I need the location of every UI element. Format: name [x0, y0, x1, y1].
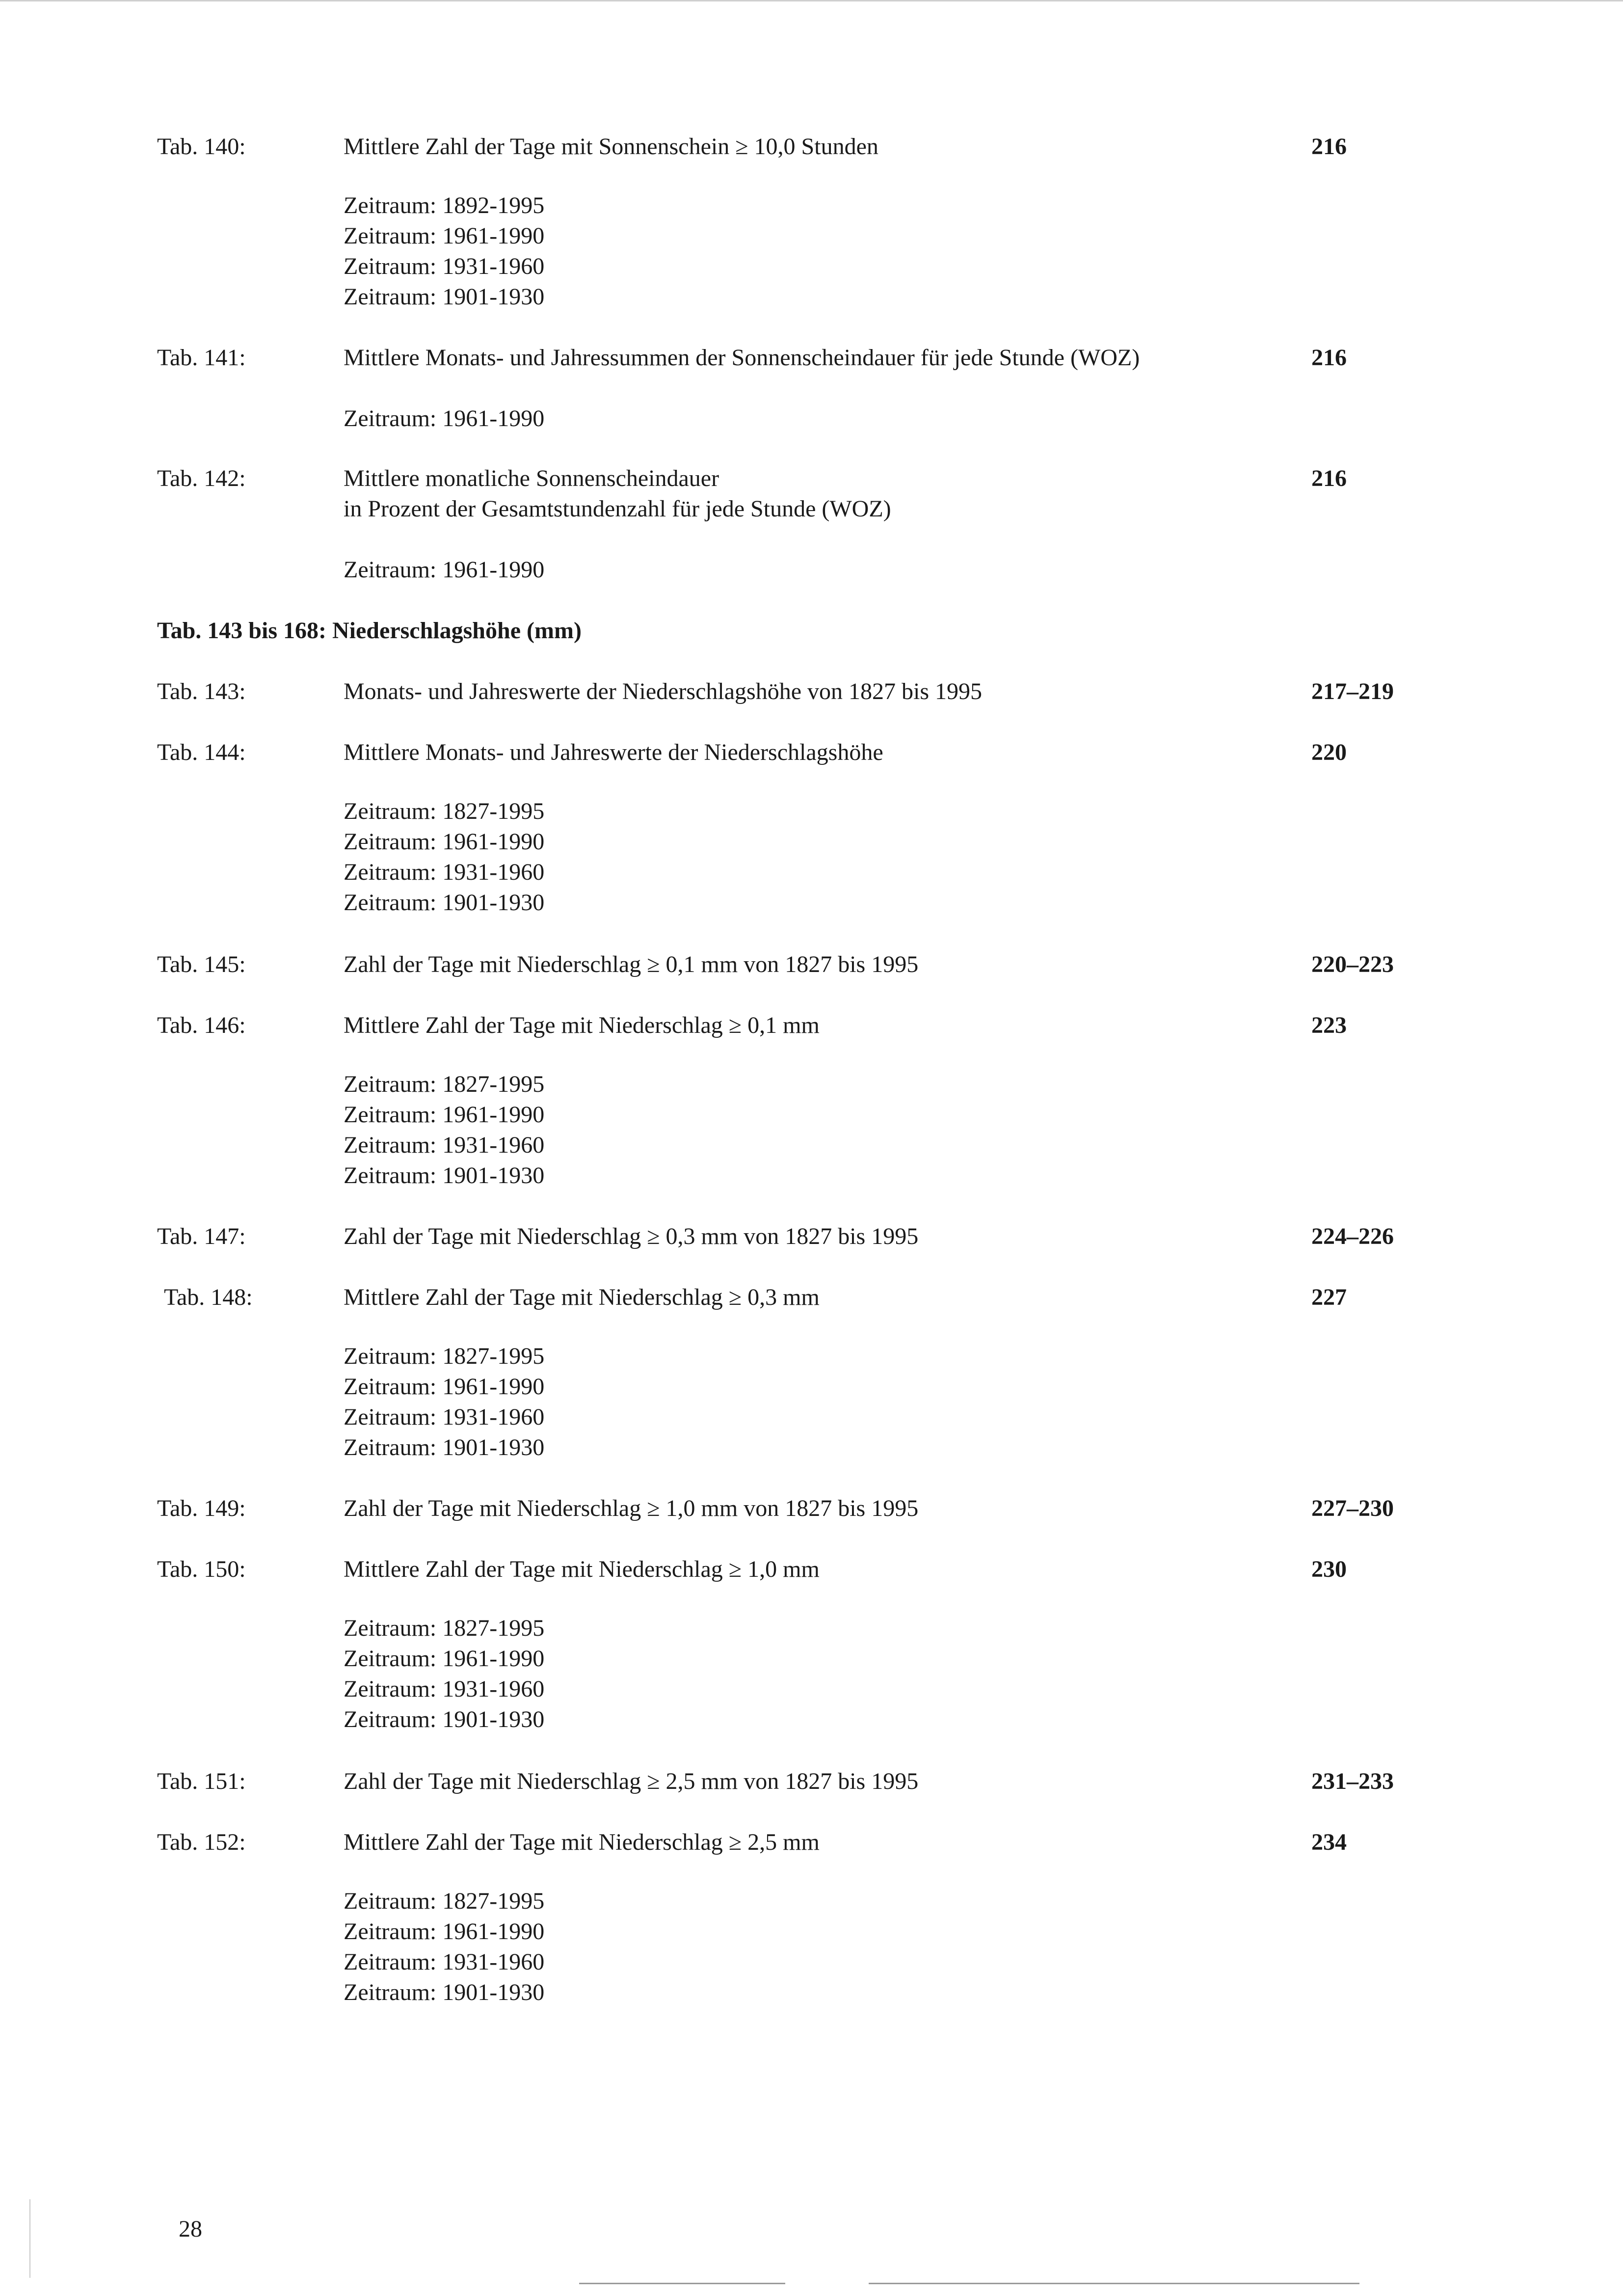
entry-description: Mittlere Monats- und Jahressummen der Sonnenscheindauer für jede Stunde (WOZ): [344, 345, 1140, 371]
entry-label: Tab. 150:: [157, 1556, 246, 1582]
entry-period: Zeitraum: 1901-1930: [344, 1706, 545, 1732]
entry-page-ref: 217–219: [1311, 678, 1394, 704]
scan-edge-top: [0, 0, 1623, 1]
entry-label: Tab. 151:: [157, 1768, 246, 1794]
entry-description: Zahl der Tage mit Niederschlag ≥ 0,3 mm von 1827 bis 1995: [344, 1223, 919, 1249]
entry-description: Zahl der Tage mit Niederschlag ≥ 1,0 mm von 1827 bis 1995: [344, 1495, 919, 1521]
entry-description: Mittlere Zahl der Tage mit Niederschlag ≥ 0,1 mm: [344, 1012, 820, 1038]
entry-period: Zeitraum: 1961-1990: [344, 557, 545, 583]
entry-period: Zeitraum: 1827-1995: [344, 1615, 545, 1641]
scan-edge-bottom: [579, 2283, 785, 2284]
entry-page-ref: 216: [1311, 465, 1347, 491]
entry-period: Zeitraum: 1827-1995: [344, 1343, 545, 1369]
entry-period: Zeitraum: 1961-1990: [344, 223, 545, 249]
entry-page-ref: 230: [1311, 1556, 1347, 1582]
entry-period: Zeitraum: 1892-1995: [344, 192, 545, 218]
entry-label: Tab. 142:: [157, 465, 246, 491]
entry-period: Zeitraum: 1901-1930: [344, 1162, 545, 1189]
entry-period: Zeitraum: 1961-1990: [344, 1102, 545, 1128]
entry-page-ref: 231–233: [1311, 1768, 1394, 1794]
entry-label: Tab. 152:: [157, 1829, 246, 1855]
entry-period: Zeitraum: 1961-1990: [344, 1918, 545, 1945]
entry-period: Zeitraum: 1961-1990: [344, 405, 545, 432]
entry-label: Tab. 143:: [157, 678, 246, 704]
entry-description: in Prozent der Gesamtstundenzahl für jede Stunde (WOZ): [344, 496, 891, 522]
page-number: 28: [179, 2216, 202, 2242]
entry-period: Zeitraum: 1931-1960: [344, 1404, 545, 1430]
entry-description: Mittlere Zahl der Tage mit Sonnenschein ≥ 10,0 Stunden: [344, 134, 878, 160]
entry-period: Zeitraum: 1827-1995: [344, 1888, 545, 1914]
entry-period: Zeitraum: 1931-1960: [344, 253, 545, 279]
entry-label: Tab. 146:: [157, 1012, 246, 1038]
entry-label: Tab. 147:: [157, 1223, 246, 1249]
entry-period: Zeitraum: 1931-1960: [344, 1132, 545, 1158]
entry-label: Tab. 145:: [157, 951, 246, 977]
entry-page-ref: 220: [1311, 739, 1347, 765]
entry-period: Zeitraum: 1931-1960: [344, 859, 545, 885]
entry-description: Zahl der Tage mit Niederschlag ≥ 2,5 mm von 1827 bis 1995: [344, 1768, 919, 1794]
entry-period: Zeitraum: 1901-1930: [344, 1434, 545, 1460]
entry-label: Tab. 141:: [157, 345, 246, 371]
scan-edge-bottom: [869, 2283, 1359, 2284]
entry-page-ref: 227–230: [1311, 1495, 1394, 1521]
entry-page-ref: 227: [1311, 1284, 1347, 1310]
entry-period: Zeitraum: 1931-1960: [344, 1949, 545, 1975]
entry-period: Zeitraum: 1827-1995: [344, 798, 545, 824]
scan-edge-left: [29, 2199, 30, 2278]
entry-page-ref: 224–226: [1311, 1223, 1394, 1249]
entry-period: Zeitraum: 1901-1930: [344, 890, 545, 916]
entry-description: Zahl der Tage mit Niederschlag ≥ 0,1 mm von 1827 bis 1995: [344, 951, 919, 977]
entry-period: Zeitraum: 1827-1995: [344, 1071, 545, 1097]
entry-label: Tab. 148:: [164, 1284, 253, 1310]
entry-page-ref: 234: [1311, 1829, 1347, 1855]
entry-label: Tab. 149:: [157, 1495, 246, 1521]
entry-period: Zeitraum: 1931-1960: [344, 1676, 545, 1702]
entry-period: Zeitraum: 1901-1930: [344, 284, 545, 310]
entry-description: Mittlere Zahl der Tage mit Niederschlag ≥ 1,0 mm: [344, 1556, 820, 1582]
entry-page-ref: 223: [1311, 1012, 1347, 1038]
entry-description: Mittlere monatliche Sonnenscheindauer: [344, 465, 719, 491]
entry-description: Mittlere Zahl der Tage mit Niederschlag ≥ 2,5 mm: [344, 1829, 820, 1855]
entry-label: Tab. 140:: [157, 134, 246, 160]
entry-description: Mittlere Zahl der Tage mit Niederschlag ≥ 0,3 mm: [344, 1284, 820, 1310]
entry-period: Zeitraum: 1961-1990: [344, 1646, 545, 1672]
entry-period: Zeitraum: 1901-1930: [344, 1979, 545, 2005]
entry-description: Mittlere Monats- und Jahreswerte der Niederschlagshöhe: [344, 739, 883, 765]
entry-page-ref: 216: [1311, 134, 1347, 160]
entry-description: Monats- und Jahreswerte der Niederschlagshöhe von 1827 bis 1995: [344, 678, 983, 704]
entry-period: Zeitraum: 1961-1990: [344, 829, 545, 855]
entry-page-ref: 216: [1311, 345, 1347, 371]
entry-label: Tab. 144:: [157, 739, 246, 765]
entry-page-ref: 220–223: [1311, 951, 1394, 977]
entry-period: Zeitraum: 1961-1990: [344, 1374, 545, 1400]
section-heading: Tab. 143 bis 168: Niederschlagshöhe (mm): [157, 618, 582, 644]
